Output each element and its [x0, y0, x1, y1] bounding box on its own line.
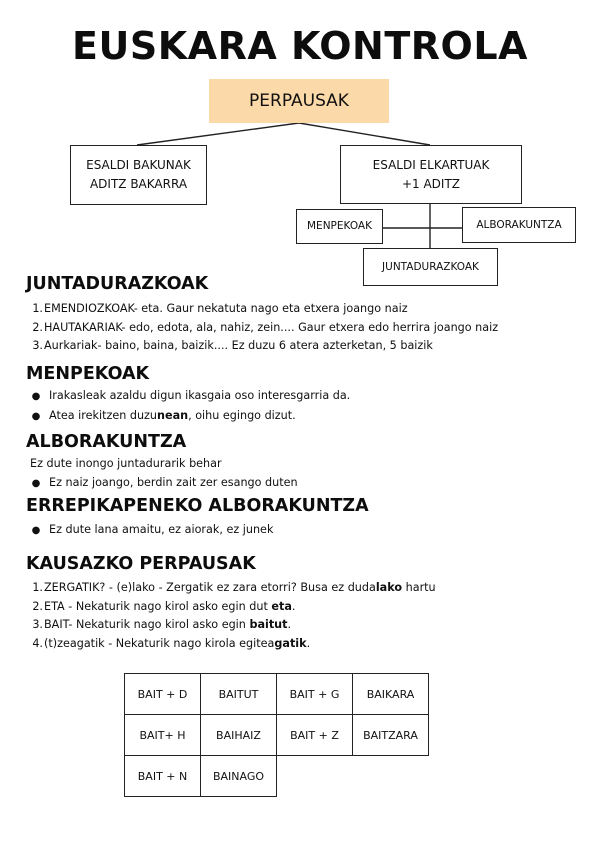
bullet-icon: ● [31, 525, 41, 536]
section-heading-alborakuntza: ALBORAKUNTZA [26, 432, 187, 452]
list-item [29, 337, 498, 356]
diagram-box-line: ESALDI BAKUNAK [86, 158, 191, 173]
alborakuntza-note: Ez dute inongo juntadurarik behar [30, 457, 222, 470]
list-item-text: ETA - Nekaturik nago kirol asko egin dut [44, 599, 272, 613]
table-cell: BAINAGO [201, 756, 277, 797]
diagram-box-esaldi-elkartuak [340, 145, 522, 204]
table-cell: BAIHAIZ [201, 715, 277, 756]
list-item [29, 407, 350, 427]
errepikapeneko-list [29, 521, 273, 541]
list-item-text: . [287, 618, 292, 631]
list-item-text: hartu [402, 581, 436, 594]
table-row [125, 756, 429, 797]
list-item [29, 579, 436, 598]
list-number: 2. [32, 599, 43, 613]
list-item-text: Irakasleak azaldu digun ikasgaia oso interesgarria da. [49, 389, 351, 402]
table-cell: BAIT + G [277, 674, 353, 715]
list-item-emphasis: lako [375, 581, 403, 594]
list-item-text: Ez dute lana amaitu, ez aiorak, ez junek [49, 523, 274, 536]
diagram-box-menpekoak: MENPEKOAK [296, 209, 383, 244]
bullet-icon: ● [31, 410, 41, 422]
list-number: 3. [32, 339, 43, 352]
list-item [29, 521, 273, 541]
section-heading-kausazko: KAUSAZKO PERPAUSAK [26, 554, 256, 574]
list-item-text: EMENDIOZKOAK- eta. Gaur nekatuta nago eta etxera joango naiz [44, 302, 408, 315]
juntadurazkoak-list [29, 300, 498, 356]
list-item-text: Aurkariak- baino, baina, baizik.... Ez duzu 6 atera azterketan, 5 baizik [44, 339, 433, 352]
table-cell-empty [353, 756, 429, 797]
list-item [29, 635, 436, 654]
table-cell: BAIT + N [125, 756, 201, 797]
section-heading-menpekoak: MENPEKOAK [26, 364, 150, 384]
list-item-text: . [306, 636, 311, 650]
list-item-emphasis: gatik [274, 636, 307, 650]
bullet-icon: ● [31, 478, 41, 489]
table-cell-empty [277, 756, 353, 797]
list-number: 3. [32, 618, 43, 631]
page-title: EUSKARA KONTROLA [72, 24, 528, 68]
list-item-text: Ez naiz joango, berdin zait zer esango duten [49, 476, 298, 489]
table-cell: BAIT+ H [125, 715, 201, 756]
table-cell: BAITUT [201, 674, 277, 715]
section-heading-errepikapeneko: ERREPIKAPENEKO ALBORAKUNTZA [26, 496, 369, 516]
list-number: 1. [32, 581, 43, 594]
list-item-text: . [291, 599, 296, 613]
section-heading-juntadurazkoak: JUNTADURAZKOAK [26, 274, 209, 294]
table-cell: BAIT + Z [277, 715, 353, 756]
table-cell: BAIT + D [125, 674, 201, 715]
bullet-icon: ● [31, 391, 41, 402]
list-item [29, 300, 498, 319]
list-item-emphasis: eta [271, 599, 292, 613]
list-number: 2. [32, 320, 43, 334]
list-item [29, 319, 498, 338]
list-number: 1. [32, 302, 43, 315]
list-item-emphasis: baitut [249, 618, 288, 631]
bait-table [124, 673, 429, 797]
list-item [29, 616, 436, 635]
diagram-box-juntadurazkoak: JUNTADURAZKOAK [363, 248, 498, 286]
alborakuntza-list [29, 474, 298, 494]
kausazko-list [29, 579, 436, 653]
table-row [125, 674, 429, 715]
diagram-box-esaldi-bakunak [70, 145, 207, 205]
list-item-emphasis: nean [157, 408, 189, 422]
diagram-box-line: ESALDI ELKARTUAK [372, 157, 490, 172]
table-cell: BAIKARA [353, 674, 429, 715]
diagram-box-line: ADITZ BAKARRA [89, 177, 188, 191]
list-item-text: ZERGATIK? - (e)lako - Zergatik ez zara etorri? Busa ez duda [44, 581, 376, 594]
list-item-text: BAIT- Nekaturik nago kirol asko egin [44, 618, 250, 631]
list-item [29, 598, 436, 617]
list-item-text: , oihu egingo dizut. [188, 408, 296, 422]
table-row [125, 715, 429, 756]
list-item-text: (t)zeagatik - Nekaturik nago kirola egitea [44, 636, 275, 650]
table-cell: BAITZARA [353, 715, 429, 756]
menpekoak-list [29, 387, 350, 426]
list-item-text: HAUTAKARIAK- edo, edota, ala, nahiz, zein.... Gaur etxera edo herrira joango naiz [44, 320, 499, 334]
list-item-text: Atea irekitzen duzu [49, 408, 158, 422]
diagram-root-perpausak: PERPAUSAK [209, 79, 389, 123]
list-item [29, 387, 350, 407]
list-item [29, 474, 298, 494]
diagram-box-alborakuntza: ALBORAKUNTZA [462, 207, 576, 243]
diagram-box-line: +1 ADITZ [401, 176, 461, 191]
list-number: 4. [32, 636, 43, 650]
